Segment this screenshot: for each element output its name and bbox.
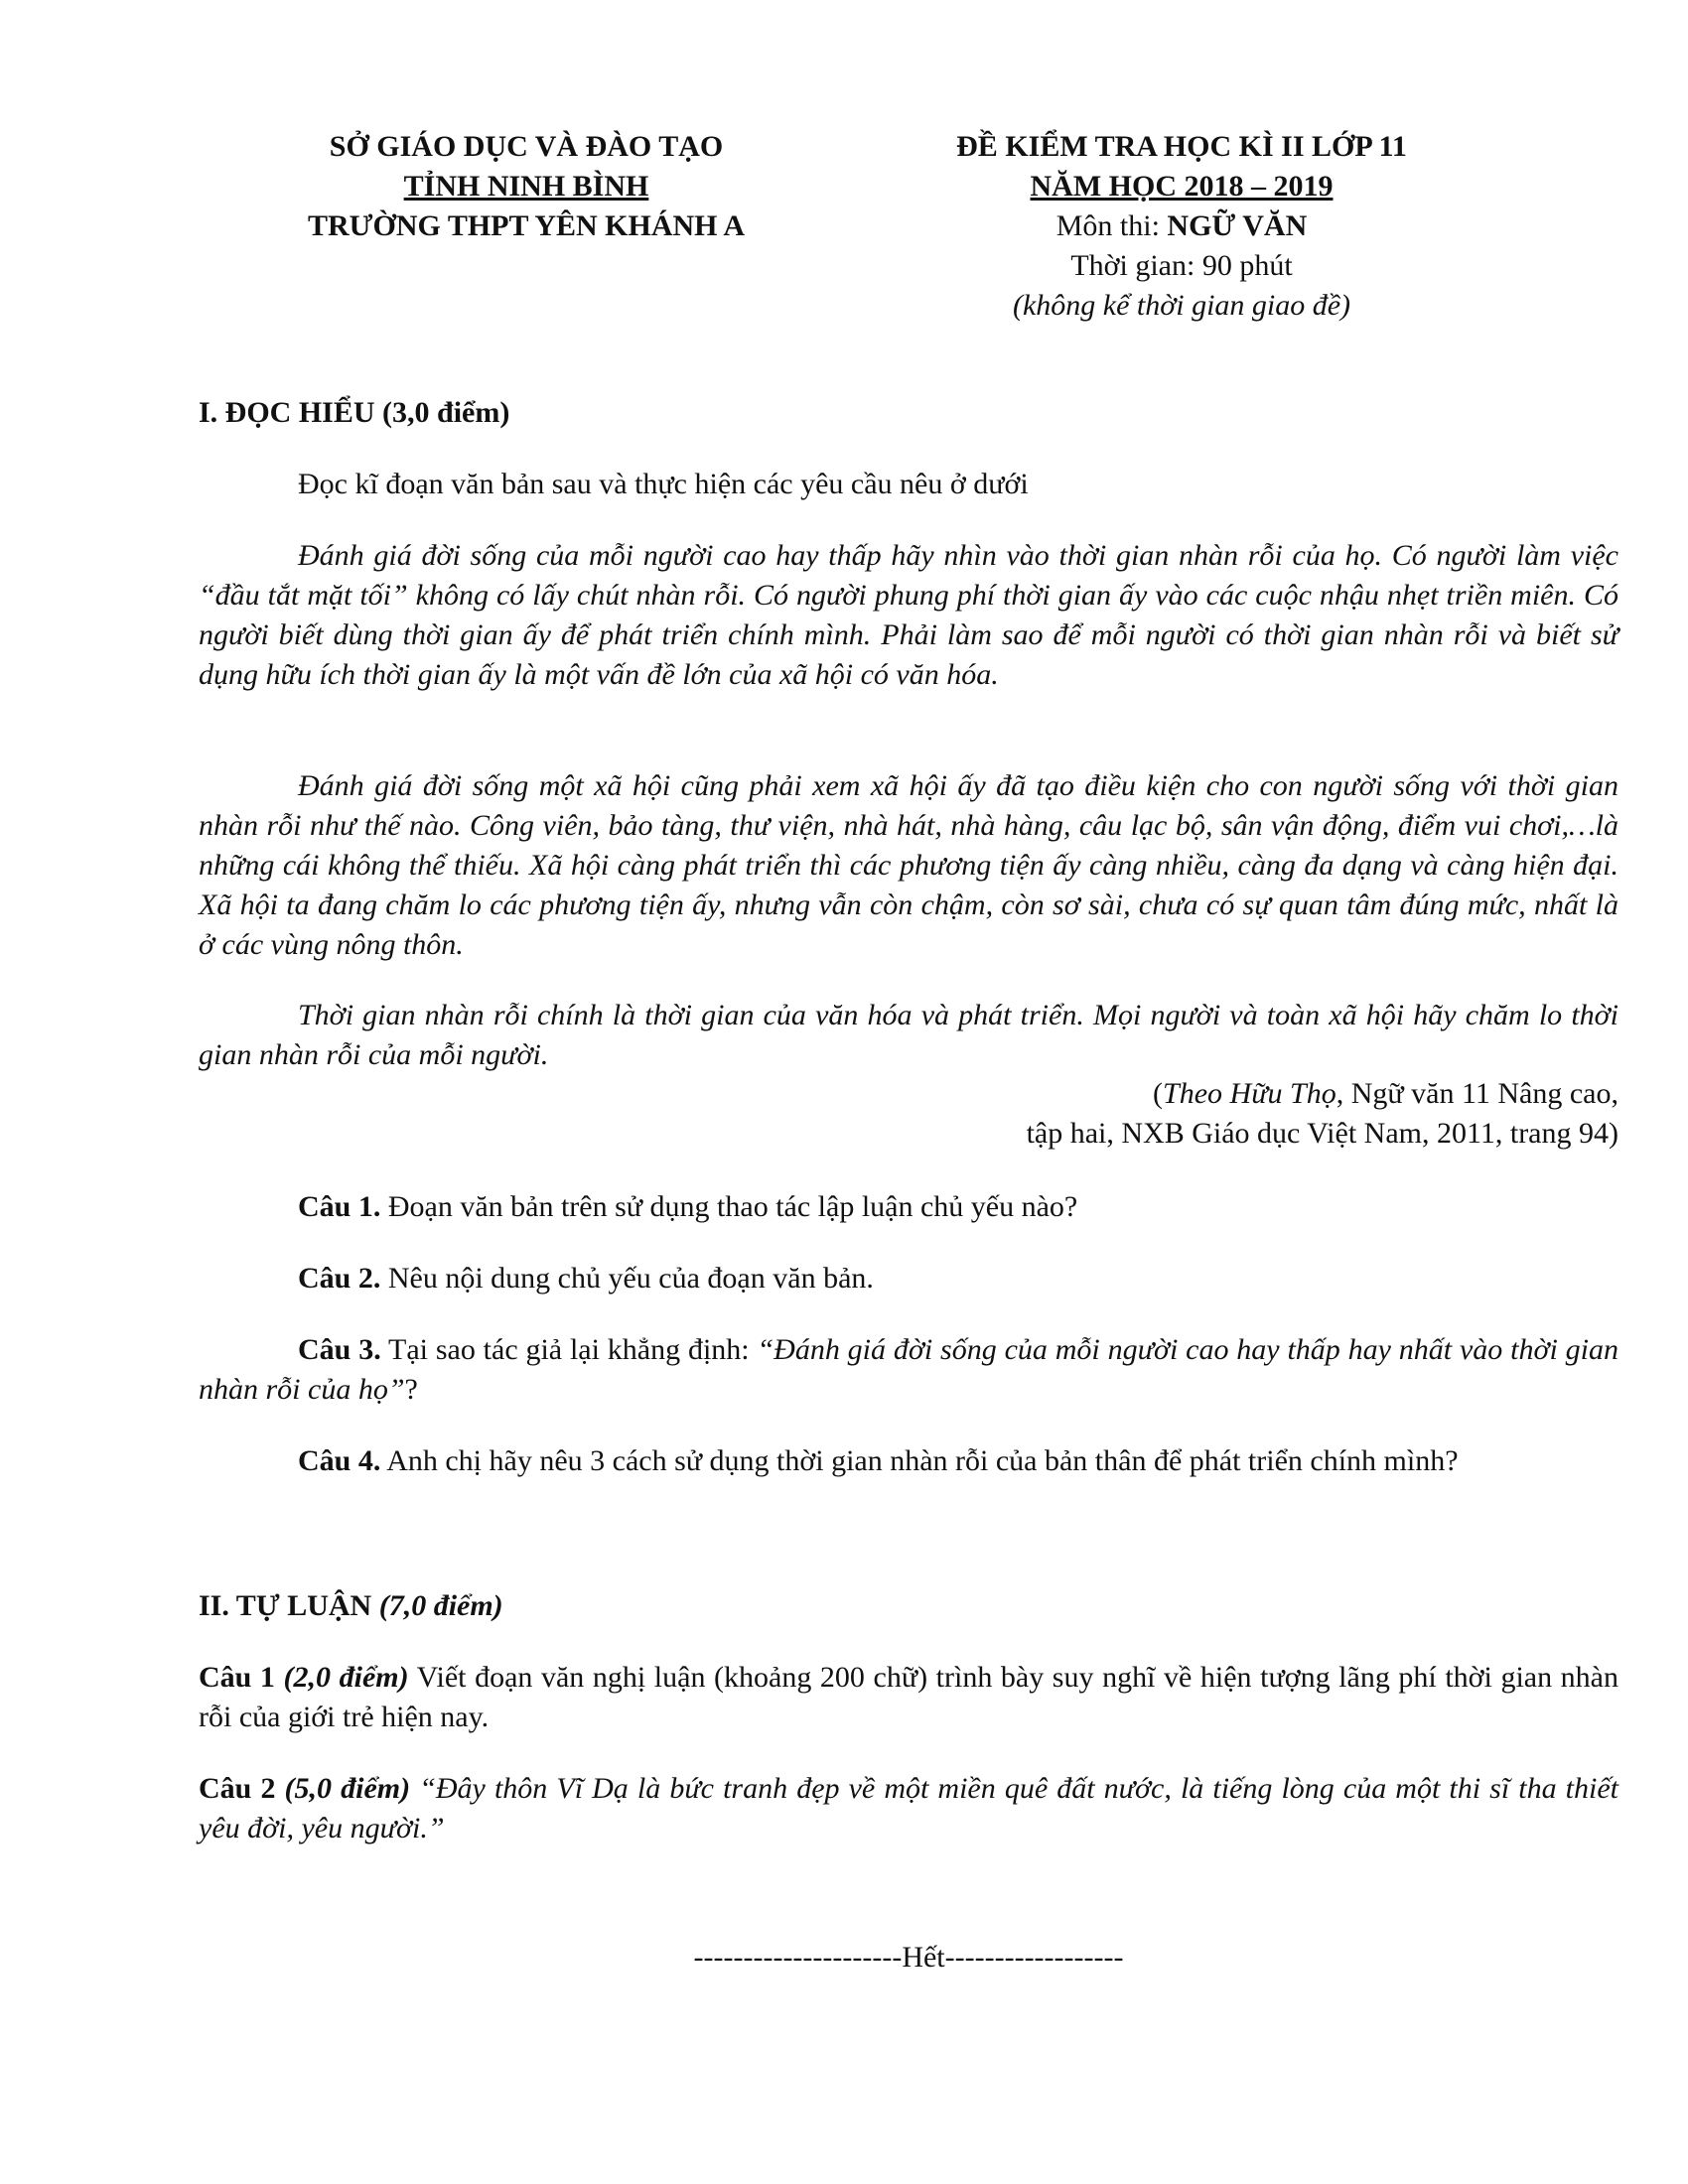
time-limit: Thời gian: 90 phút [1070,249,1293,282]
header-left [248,127,804,246]
end-marker: ---------------------Hết------------------ [693,1941,1124,1974]
essay-question-2: Câu 2 (5,0 điểm) “Đây thôn Vĩ Dạ là bức tranh đẹp về một miền quê đất nước, là tiếng lòng của một thi sĩ tha thiết yêu đời, yêu người.” [199,1772,1618,1844]
school-year: NĂM HỌC 2018 – 2019 [1030,170,1334,203]
time-note: (không kể thời gian giao đề) [1012,289,1351,322]
header-right [874,127,1489,326]
question-2: Câu 2. Nêu nội dung chủ yếu của đoạn văn bản. [298,1262,874,1295]
question-1: Câu 1. Đoạn văn bản trên sử dụng thao tác lập luận chủ yếu nào? [298,1190,1078,1223]
source-line-2: tập hai, NXB Giáo dục Việt Nam, 2011, trang 94) [1026,1117,1618,1150]
section1-title: I. ĐỌC HIỂU (3,0 điểm) [199,396,510,429]
passage-paragraph-1: Đánh giá đời sống của mỗi người cao hay thấp hãy nhìn vào thời gian nhàn rỗi của họ. Có người làm việc “đầu tắt mặt tối” không có lấy chút nhàn rỗi. Có người phung phí thời gian ấy vào các cuộc nhậu nhẹt triền miên. Có người biết dùng thời gian ấy để phát triển chính mình. Phải làm sao để mỗi người có thời gian nhàn rỗi và biết sử dụng hữu ích thời gian ấy là một vấn đề lớn của xã hội có văn hóa. [199,539,1618,691]
question-4: Câu 4. Anh chị hãy nêu 3 cách sử dụng thời gian nhàn rỗi của bản thân để phát triển chính mình? [298,1444,1459,1477]
province-name: TỈNH NINH BÌNH [403,170,649,203]
source-line-1: (Theo Hữu Thọ, Ngữ văn 11 Nâng cao, [1153,1077,1618,1110]
passage-source [199,1074,1618,1154]
question-3: Câu 3. Tại sao tác giả lại khẳng định: “Đánh giá đời sống của mỗi người cao hay thấp hay nhất vào thời gian nhàn rỗi của họ”? [199,1333,1618,1406]
section2-title: II. TỰ LUẬN (7,0 điểm) [199,1589,503,1622]
department-name: SỞ GIÁO DỤC VÀ ĐÀO TẠO [329,130,724,163]
subject-name: NGỮ VĂN [1167,209,1308,242]
school-name: TRƯỜNG THPT YÊN KHÁNH A [307,209,746,242]
exam-title: ĐỀ KIỂM TRA HỌC KÌ II LỚP 11 [956,130,1407,163]
subject-line: Môn thi: NGỮ VĂN [1055,209,1308,242]
passage-paragraph-3: Thời gian nhàn rỗi chính là thời gian của văn hóa và phát triển. Mọi người và toàn xã hội hãy chăm lo thời gian nhàn rỗi của mỗi người. [199,999,1618,1071]
essay-question-1: Câu 1 (2,0 điểm) Viết đoạn văn nghị luận (khoảng 200 chữ) trình bày suy nghĩ về hiện tượng lãng phí thời gian nhàn rỗi của giới trẻ hiện nay. [199,1661,1618,1733]
section1-instruction: Đọc kĩ đoạn văn bản sau và thực hiện các yêu cầu nêu ở dưới [298,468,1029,500]
passage-paragraph-2: Đánh giá đời sống một xã hội cũng phải xem xã hội ấy đã tạo điều kiện cho con người sống với thời gian nhàn rỗi như thế nào. Công viên, bảo tàng, thư viện, nhà hát, nhà hàng, câu lạc bộ, sân vận động, điểm vui chơi,…là những cái không thể thiếu. Xã hội càng phát triển thì các phương tiện ấy càng nhiều, càng đa dạng và càng hiện đại. Xã hội ta đang chăm lo các phương tiện ấy, nhưng vẫn còn chậm, còn sơ sài, chưa có sự quan tâm đúng mức, nhất là ở các vùng nông thôn. [199,769,1618,961]
